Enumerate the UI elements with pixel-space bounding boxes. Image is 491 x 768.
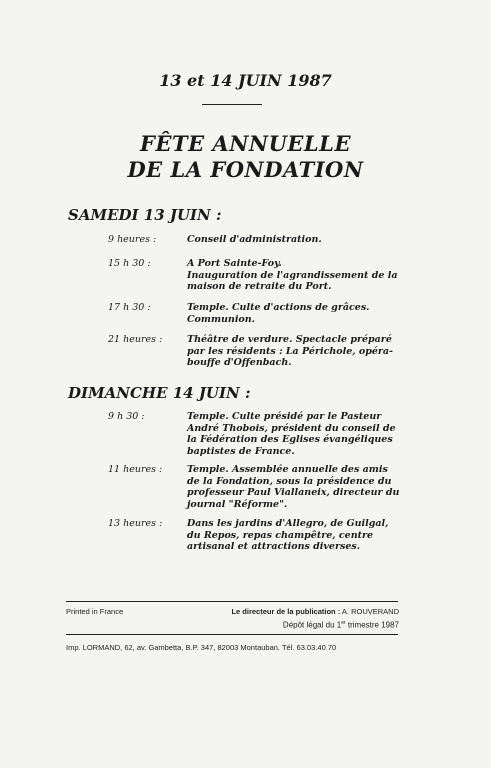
event-description <box>187 334 407 369</box>
event-time: 17 h 30 : <box>108 302 151 313</box>
event-description <box>187 518 407 553</box>
event-description <box>187 464 407 510</box>
event-line: Théâtre de verdure. Spectacle préparé <box>187 334 392 345</box>
day-heading-saturday: SAMEDI 13 JUIN : <box>68 206 222 224</box>
event-line: André Thobois, président du conseil de <box>187 422 396 434</box>
event-line: de la Fondation, sous la présidence du <box>187 475 392 487</box>
event-date: 13 et 14 JUIN 1987 <box>159 71 332 90</box>
page-title <box>0 131 491 183</box>
event-line: Inauguration de l'agrandissement de la <box>187 269 398 281</box>
event-time: 13 heures : <box>108 518 163 529</box>
event-description <box>187 258 407 293</box>
event-description <box>187 411 407 457</box>
event-line: baptistes de France. <box>187 445 295 457</box>
legal-deposit-prefix: Dépôt légal du 1 <box>282 620 342 630</box>
event-time: 11 heures : <box>108 464 163 475</box>
director-name: A. ROUVERAND <box>341 607 399 616</box>
event-line: Temple. Culte présidé par le Pasteur <box>187 411 382 422</box>
title-line-2: DE LA FONDATION <box>127 157 364 182</box>
event-line: la Fédération des Eglises évangéliques <box>187 434 393 445</box>
footer-divider-bottom <box>66 634 398 635</box>
event-line: professeur Paul Viallaneix, directeur du <box>187 487 400 498</box>
event-time: 15 h 30 : <box>108 258 151 269</box>
event-description <box>187 234 407 246</box>
event-line: du Repos, repas champêtre, centre <box>187 529 374 541</box>
event-line: bouffe d'Offenbach. <box>187 357 292 368</box>
director-label: Le directeur de la publication : <box>231 607 341 616</box>
day-heading-sunday: DIMANCHE 14 JUIN : <box>68 384 251 402</box>
printer-imprint: Imp. LORMAND, 62, av. Gambetta, B.P. 347, 82003 Montauban. Tél. 63.03.40 70 <box>66 643 337 652</box>
event-description <box>187 302 407 325</box>
event-line: artisanal et attractions diverses. <box>187 541 361 552</box>
event-time: 9 h 30 : <box>108 411 145 422</box>
printed-in-france: Printed in France <box>66 607 124 616</box>
event-line: Communion. <box>187 313 255 325</box>
event-time: 9 heures : <box>108 234 157 245</box>
event-line: A Port Sainte-Foy. <box>187 258 282 269</box>
footer-divider-top <box>66 601 398 602</box>
event-line: Dans les jardins d'Allegro, de Guilgal, <box>187 518 389 529</box>
publication-director <box>219 607 399 616</box>
title-line-1: FÊTE ANNUELLE <box>140 131 351 156</box>
event-line: Conseil d'administration. <box>187 234 322 245</box>
event-line: maison de retraite du Port. <box>187 281 332 292</box>
title-divider <box>202 104 262 105</box>
legal-deposit-suffix: trimestre 1987 <box>345 620 399 630</box>
event-line: Temple. Culte d'actions de grâces. <box>187 302 370 313</box>
legal-deposit <box>219 620 399 630</box>
event-line: journal "Réforme". <box>187 498 288 510</box>
event-line: par les résidents : La Périchole, opéra- <box>187 345 393 357</box>
event-line: Temple. Assemblée annuelle des amis <box>187 464 388 475</box>
event-time: 21 heures : <box>108 334 163 345</box>
legal-deposit-sup: er <box>341 620 346 626</box>
